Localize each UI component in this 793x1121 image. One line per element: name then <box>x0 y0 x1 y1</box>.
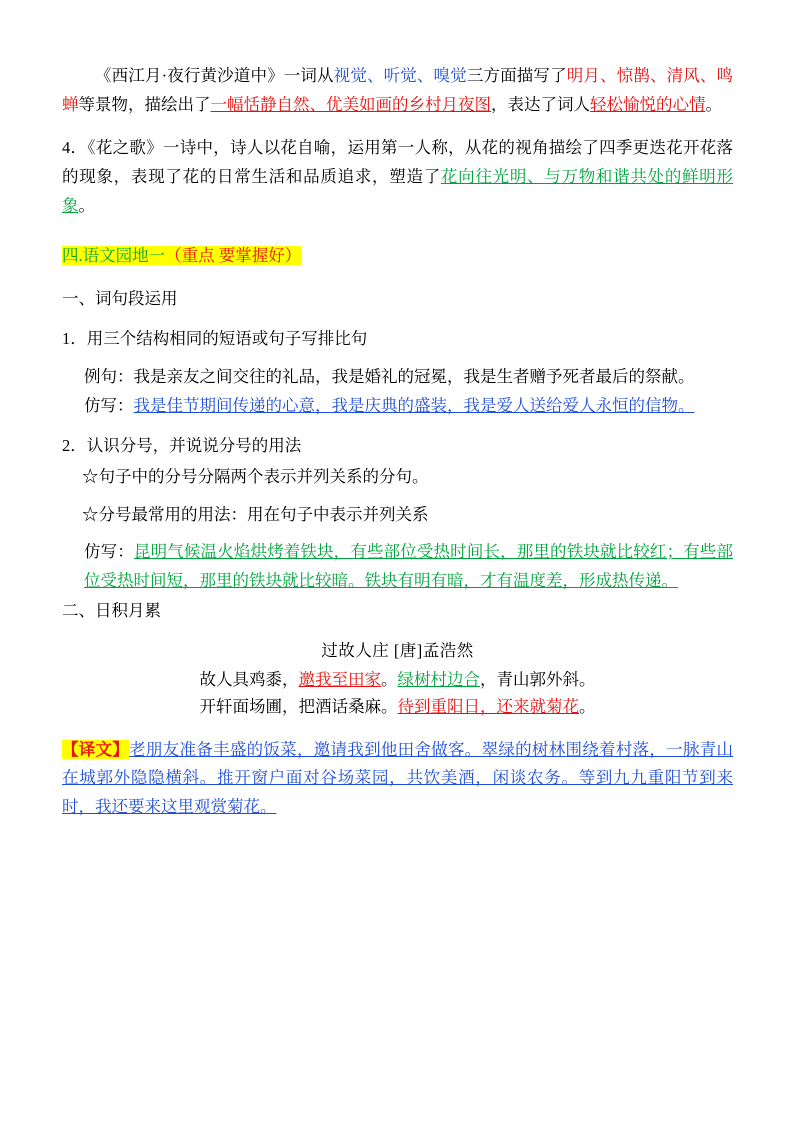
answer-picture: 一幅恬静自然、优美如画的乡村月夜图 <box>210 94 491 114</box>
answer-flower-image: 花向往光明、与万物和谐共处的鲜明形象 <box>62 166 734 215</box>
question-number: 2． <box>62 435 87 455</box>
translation-label: 【译文】 <box>62 740 130 760</box>
text-segment: ，表达了词人 <box>491 94 590 114</box>
subsection-heading-1: 一、词句段运用 <box>62 289 178 309</box>
text-segment: 《西江月·夜行黄沙道中》一词从 <box>95 66 334 85</box>
text-segment: 。 <box>579 696 596 716</box>
question-text: 认识分号，并说说分号的用法 <box>86 435 302 455</box>
imitation-answer: 昆明气候温火焰烘烤着铁块，有些部位受热时间长，那里的铁块就比较红；有些部位受热时间短，那里的铁块就比较暗。铁块有明有暗，才有温度差，形成热传递。 <box>84 541 734 591</box>
question-number: 1． <box>62 329 87 349</box>
text-segment: ，青山郭外斜。 <box>480 670 596 690</box>
text-segment: 故人具鸡黍， <box>199 670 299 690</box>
text-segment: 。 <box>381 670 398 690</box>
question-4 <box>62 134 733 221</box>
answer-senses: 视觉、听觉、嗅觉 <box>333 66 467 85</box>
text-segment: 三方面描写了 <box>466 66 567 85</box>
translation-block <box>62 736 733 821</box>
imitation-label: 仿写： <box>84 541 134 561</box>
question-2 <box>62 431 733 461</box>
section-number: 四. <box>62 246 83 266</box>
poem-underline-red-1: 邀我至田家 <box>298 670 381 690</box>
example-label: 例句： <box>84 366 134 386</box>
point-2: ☆分号最常用的用法：用在句子中表示并列关系 <box>82 504 429 524</box>
question-text: 《花之歌》一诗中，诗人以花自喻，运用第一人称，从花的视角描绘了四季更迭花开花落的现象，表现了花的日常生活和品质追求，塑造了 <box>62 137 734 186</box>
imitation-label: 仿写： <box>84 396 134 416</box>
text-segment: 。 <box>78 195 95 215</box>
example-sentence <box>62 362 733 391</box>
text-segment: 等景物，描绘出了 <box>78 94 211 114</box>
subsection-heading-2: 二、日积月累 <box>62 600 161 620</box>
poem-title: 过故人庄 [唐]孟浩然 <box>321 641 474 661</box>
example-text: 我是亲友之间交往的礼品，我是婚礼的冠冕，我是生者赠予死者最后的祭献。 <box>133 366 695 386</box>
imitation-answer: 我是佳节期间传递的心意，我是庆典的盛装，我是爱人送给爱人永恒的信物。 <box>133 396 695 416</box>
question-text: 用三个结构相同的短语或句子写排比句 <box>86 329 368 349</box>
point-1: ☆句子中的分号分隔两个表示并列关系的分句。 <box>82 467 429 487</box>
answer-scenery: 明月、惊鹊、清风、鸣蝉 <box>62 66 734 114</box>
imitation-1 <box>62 391 733 420</box>
section-title: 语文园地一 <box>82 246 166 266</box>
answer-mood: 轻松愉悦的心情 <box>590 94 706 114</box>
paragraph-xijiangyue <box>62 62 733 120</box>
text-segment: 。 <box>705 94 722 114</box>
poem-line-1 <box>62 667 733 693</box>
poem-line-2 <box>62 694 733 720</box>
question-number: 4． <box>62 137 88 157</box>
poem-underline-green-1: 绿树村边合 <box>397 670 480 690</box>
poem-underline-red-2: 待到重阳日，还来就菊花 <box>397 696 579 716</box>
imitation-2 <box>62 537 733 596</box>
translation-text: 老朋友准备丰盛的饭菜，邀请我到他田舍做客。翠绿的树林围绕着村落，一脉青山在城郭外隐隐横斜。推开窗户面对谷场菜园，共饮美酒，闲谈农务。等到九九重阳节到来时，我还要来这里观赏菊花。 <box>62 740 734 816</box>
question-1 <box>62 324 733 354</box>
section-note: （重点 要掌握好） <box>165 246 302 266</box>
section-heading-4 <box>62 242 733 270</box>
text-segment: 开轩面场圃，把酒话桑麻。 <box>199 696 398 716</box>
